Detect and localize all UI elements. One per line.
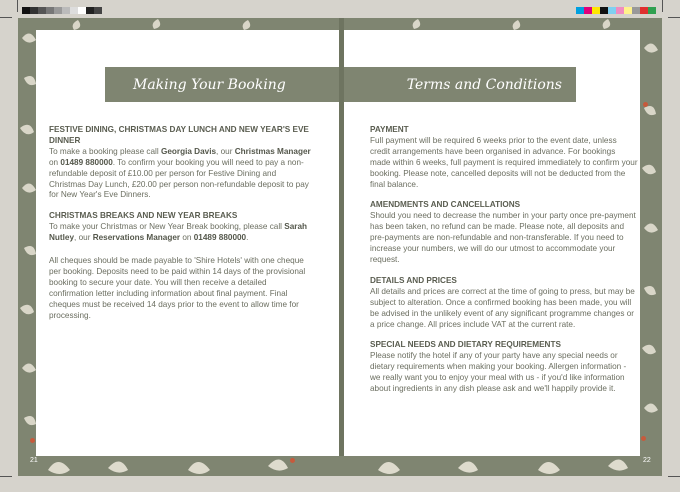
banner-title: Making Your Booking [133, 76, 286, 93]
body-text: To make a booking please call [49, 146, 161, 156]
berry-decoration [290, 458, 295, 463]
section-heading: CHRISTMAS BREAKS AND NEW YEAR BREAKS [49, 211, 238, 221]
section-body: Full payment will be required 6 weeks prior to the event date, unless credit arrangements have been organised in advance. For bookings made within 6 weeks, full payment is required immediately to confirm your booking. Please note, cancelled deposits will not be deducted from the final balance. [370, 135, 638, 189]
berry-decoration [30, 438, 35, 443]
phone-number: 01489 880000 [193, 233, 247, 243]
contact-role: Christmas Manager [234, 146, 311, 156]
berry-decoration [643, 102, 648, 107]
section-heading: DETAILS AND PRICES [370, 275, 457, 285]
crop-mark [17, 0, 18, 12]
section-body: Please notify the hotel if any of your party have any special needs or dietary requirements when making your booking. Allergen information - we really want you to enjoy your meal with us - if you'd like information about ingredients in any dish please ask and we'll happily provide it. [370, 351, 627, 394]
body-text: To make your Christmas or New Year Break booking, please call [49, 222, 285, 232]
contact-name: Georgia Davis [160, 146, 217, 156]
contact-name: Sarah Nutley [49, 222, 308, 243]
section-details-prices [370, 276, 638, 331]
section-body: All details and prices are correct at the time of going to press, but may be subject to alteration. Once a confirmed booking has been made, you will be advised in the unlikely event of any significant programme changes or a price change. All prices include VAT at the current rate. [370, 286, 635, 329]
page-number-right: 22 [643, 457, 651, 464]
page-number-left: 21 [30, 457, 38, 464]
section-body: All cheques should be made payable to 'Shire Hotels' with one cheque per booking. Deposits need to be paid within 14 days of the provisional booking to secure your date. You will then receive a detailed confirmation letter including information about final payment. Final cheques must be received 14 days prior to the event to allow time for processing. [49, 256, 306, 320]
crop-mark [668, 17, 680, 18]
crop-mark [662, 0, 663, 12]
berry-decoration [641, 436, 646, 441]
section-festive-dining [49, 125, 311, 201]
left-column [49, 125, 311, 332]
section-body: Should you need to decrease the number in your party once pre-payment has been taken, no refund can be made. Please note, all deposits and pre-payments are non-refundable and non-transferable. If you need to increase your numbers, we will do our utmost to accommodate your request. [370, 211, 636, 264]
bottom-foliage-decoration [18, 440, 662, 476]
section-body [49, 222, 311, 244]
crop-mark [0, 476, 12, 477]
section-heading: PAYMENT [370, 125, 409, 134]
section-heading: AMENDMENTS AND CANCELLATIONS [370, 200, 521, 210]
body-text: . To confirm your booking you will need to pay a non-refundable deposit of £10.00 per person for Festive Dining and Christmas Day Lunch, £20.00 per person non-refundable deposit to pay for New Year's Eve Dinners. [49, 157, 309, 200]
grayscale-color-bar [22, 7, 102, 14]
body-text: on [49, 157, 61, 167]
section-amendments [370, 200, 638, 265]
making-booking-banner [105, 67, 339, 102]
crop-mark [0, 17, 12, 18]
body-text: , our [216, 146, 235, 156]
contact-role: Reservations Manager [92, 233, 181, 243]
crop-mark [668, 476, 680, 477]
body-text: , our [74, 233, 93, 243]
body-text: . [246, 233, 249, 243]
right-column [370, 125, 638, 405]
terms-conditions-banner [344, 67, 576, 102]
section-cheques [49, 256, 311, 321]
cmyk-color-bar [576, 7, 656, 14]
banner-title: Terms and Conditions [406, 76, 562, 93]
section-christmas-breaks [49, 211, 311, 244]
section-special-needs [370, 340, 638, 395]
body-text: on [180, 233, 194, 243]
phone-number: 01489 880000 [60, 157, 113, 167]
section-payment [370, 125, 638, 190]
section-heading: FESTIVE DINING, CHRISTMAS DAY LUNCH AND NEW YEAR'S EVE DINNER [49, 125, 309, 145]
section-body [49, 147, 311, 202]
section-heading: SPECIAL NEEDS AND DIETARY REQUIREMENTS [370, 340, 561, 350]
